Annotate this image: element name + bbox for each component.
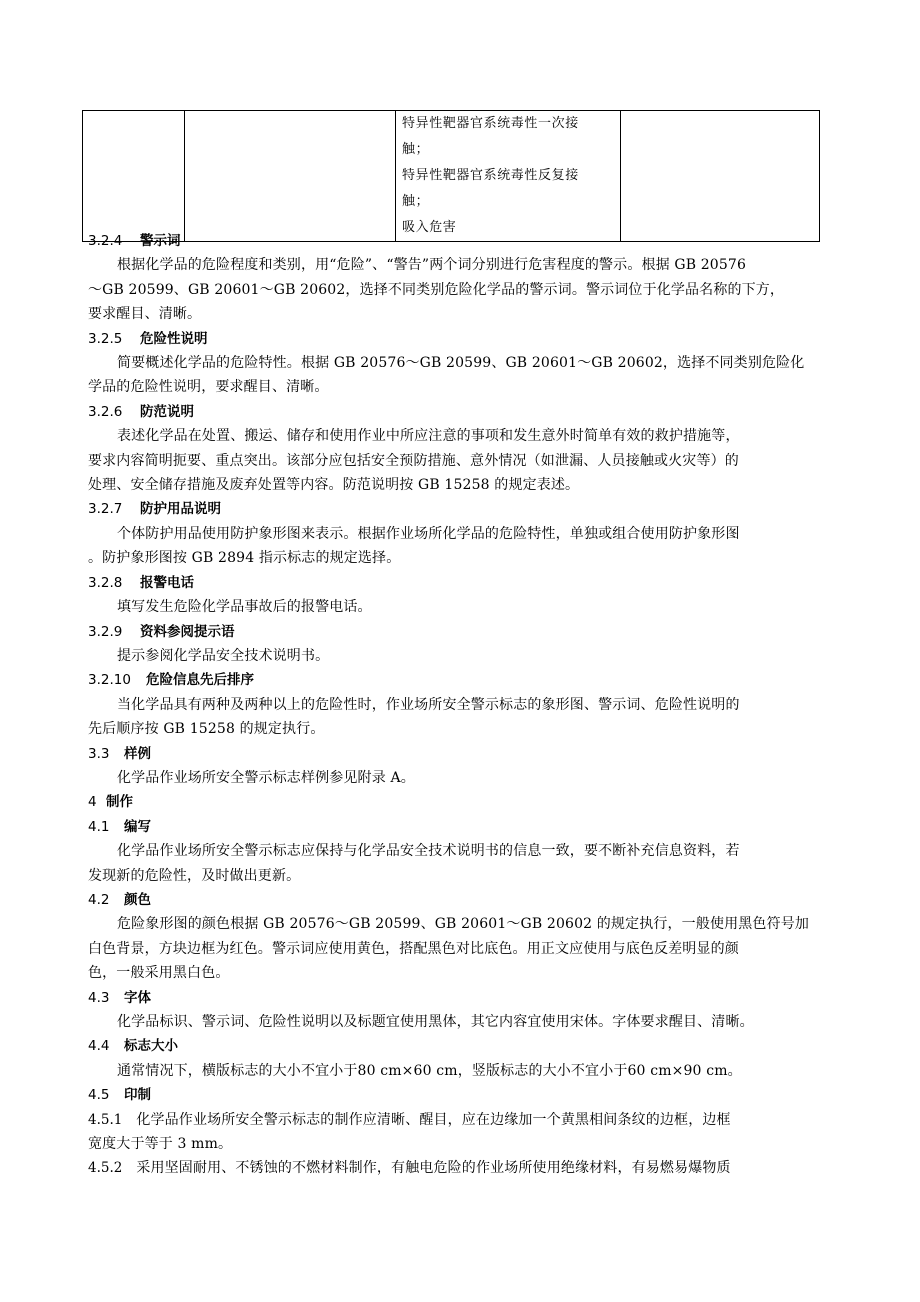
section-number: 3.2.8	[88, 574, 123, 591]
cell-line: 吸入危害	[402, 220, 457, 235]
section-number: 4.5.1	[88, 1111, 123, 1128]
paragraph-line: 填写发生危险化学品事故后的报警电话。	[117, 599, 372, 616]
table-cell-empty-2	[185, 111, 396, 242]
section-title: 报警电话	[140, 574, 194, 591]
cell-line: 特异性靶器官系统毒性反复接	[402, 168, 579, 183]
paragraph-line: 化学品作业场所安全警示标志应保持与化学品安全技术说明书的信息一致，要不断补充信息资料，若	[117, 843, 740, 860]
table-row	[83, 111, 820, 242]
section-heading-3-2-6	[88, 400, 836, 424]
paragraph-line: 化学品作业场所安全警示标志样例参见附录 A。	[117, 769, 415, 786]
paragraph-line: 个体防护用品使用防护象形图来表示。根据作业场所化学品的危险特性，单独或组合使用防护象形图	[117, 525, 740, 542]
section-heading-4-1	[88, 815, 836, 839]
cell-line: 特异性靶器官系统毒性一次接	[402, 116, 579, 131]
clause-text: 化学品作业场所安全警示标志的制作应清晰、醒目，应在边缘加一个黄黑相间条纹的边框，边框	[136, 1111, 731, 1128]
section-title: 危险信息先后排序	[146, 672, 254, 689]
section-title: 警示词	[140, 233, 181, 249]
clause-4-5-2	[88, 1156, 836, 1180]
section-heading-3-3	[88, 742, 836, 766]
section-number: 3.2.9	[88, 623, 123, 640]
table-cell-empty-4	[621, 111, 820, 242]
paragraph-line: 通常情况下，横版标志的大小不宜小于80 cm×60 cm，竖版标志的大小不宜小于60 cm×90 cm。	[117, 1062, 742, 1079]
section-heading-3-2-10	[88, 668, 836, 692]
section-heading-3-2-5	[88, 327, 836, 351]
section-number: 4	[88, 794, 97, 811]
section-title: 制作	[106, 794, 133, 811]
paragraph-line: 色，一般采用黑白色。	[88, 965, 230, 982]
paragraph-line: 白色背景，方块边框为红色。警示词应使用黄色，搭配黑色对比底色。用正文应使用与底色反差明显的颜	[88, 940, 739, 957]
paragraph-line: 发现新的危险性，及时做出更新。	[88, 867, 301, 884]
section-number: 4.2	[88, 891, 110, 908]
table-cell-hazard-list	[396, 111, 621, 242]
section-heading-4-3	[88, 986, 836, 1010]
section-number: 4.5.2	[88, 1160, 123, 1177]
section-heading-4-4	[88, 1034, 836, 1058]
paragraph-line: 危险象形图的颜色根据 GB 20576～GB 20599、GB 20601～GB 20602 的规定执行，一般使用黑色符号加	[117, 916, 810, 933]
section-heading-4-2	[88, 888, 836, 912]
section-number: 3.2.6	[88, 403, 123, 420]
paragraph-line: 要求内容简明扼要、重点突出。该部分应包括安全预防措施、意外情况（如泄漏、人员接触或火灾等）的	[88, 452, 739, 469]
paragraph-line: 表述化学品在处置、搬运、储存和使用作业中所应注意的事项和发生意外时简单有效的救护措施等，	[117, 428, 740, 445]
section-number: 3.2.5	[88, 330, 123, 347]
document-body	[88, 229, 836, 1181]
table-cell-empty-1	[83, 111, 185, 242]
section-number: 4.1	[88, 818, 110, 835]
paragraph-line: ～GB 20599、GB 20601～GB 20602，选择不同类别危险化学品的警示词。警示词位于化学品名称的下方，	[88, 281, 785, 298]
section-heading-3-2-7	[88, 497, 836, 521]
paragraph-line: 根据化学品的危险程度和类别，用“危险”、“警告”两个词分别进行危害程度的警示。根据 GB 20576	[117, 257, 747, 274]
paragraph-line: 宽度大于等于 3 mm。	[88, 1136, 233, 1153]
section-number: 4.4	[88, 1038, 110, 1055]
section-heading-3-2-8	[88, 571, 836, 595]
section-title: 防范说明	[140, 403, 194, 420]
section-number: 3.2.10	[88, 672, 131, 689]
section-heading-4-5	[88, 1083, 836, 1107]
section-number: 3.2.7	[88, 501, 123, 518]
paragraph-line: 当化学品具有两种及两种以上的危险性时，作业场所安全警示标志的象形图、警示词、危险性说明的	[117, 696, 740, 713]
section-heading-4	[88, 790, 836, 814]
paragraph-line: 先后顺序按 GB 15258 的规定执行。	[88, 721, 325, 738]
section-number: 4.3	[88, 989, 110, 1006]
paragraph-line: 学品的危险性说明，要求醒目、清晰。	[88, 379, 329, 396]
paragraph-line: 处理、安全储存措施及废弃处置等内容。防范说明按 GB 15258 的规定表述。	[88, 477, 580, 494]
section-title: 防护用品说明	[140, 501, 221, 518]
section-title: 编写	[124, 818, 151, 835]
section-title: 资料参阅提示语	[140, 623, 235, 640]
clause-4-5-1	[88, 1108, 836, 1132]
hazard-table-fragment	[82, 110, 820, 242]
paragraph-line: 提示参阅化学品安全技术说明书。	[117, 647, 330, 664]
paragraph-line: 简要概述化学品的危险特性。根据 GB 20576～GB 20599、GB 20601～GB 20602，选择不同类别危险化	[117, 355, 805, 372]
section-title: 样例	[124, 745, 151, 762]
section-heading-3-2-9	[88, 620, 836, 644]
paragraph-line: 。防护象形图按 GB 2894 指示标志的规定选择。	[88, 550, 401, 567]
section-title: 危险性说明	[140, 330, 208, 347]
cell-line: 触；	[402, 194, 430, 209]
section-title: 颜色	[124, 891, 151, 908]
clause-text: 采用坚固耐用、不锈蚀的不燃材料制作，有触电危险的作业场所使用绝缘材料，有易燃易爆物质	[136, 1160, 731, 1177]
section-number: 4.5	[88, 1087, 110, 1104]
section-title: 字体	[124, 989, 151, 1006]
section-number: 3.2.4	[88, 233, 123, 249]
paragraph-line: 化学品标识、警示词、危险性说明以及标题宜使用黑体，其它内容宜使用宋体。字体要求醒目、清晰。	[117, 1014, 754, 1030]
section-title: 标志大小	[124, 1038, 178, 1055]
section-number: 3.3	[88, 745, 110, 762]
section-heading-3-2-4	[88, 229, 836, 253]
paragraph-line: 要求醒目、清晰。	[88, 306, 202, 323]
section-title: 印制	[124, 1087, 151, 1104]
cell-line: 触；	[402, 142, 430, 157]
